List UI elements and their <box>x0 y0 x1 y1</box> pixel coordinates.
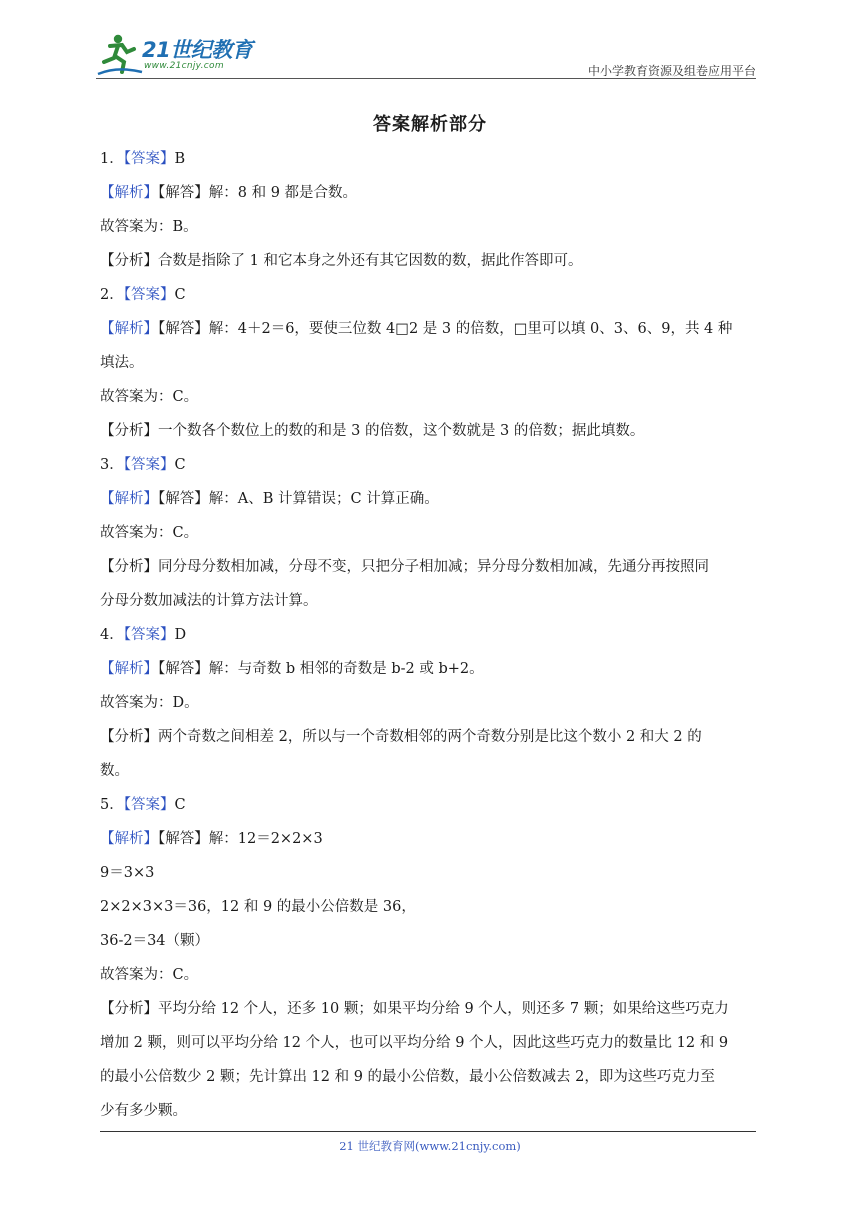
text-line <box>100 454 760 488</box>
line-text: 的最小公倍数少 2 颗；先计算出 12 和 9 的最小公倍数，最小公倍数减去 2，即为这些巧克力至 <box>100 1069 715 1085</box>
footer-divider <box>100 1131 756 1132</box>
line-text: 填法。 <box>100 355 144 371</box>
text-line <box>100 284 760 318</box>
line-text: 【分析】同分母分数相加减，分母不变，只把分子相加减；异分母分数相加减，先通分再按照同 <box>100 559 709 575</box>
text-line <box>100 590 760 624</box>
page-header <box>96 32 756 80</box>
line-text: 1． <box>100 151 124 167</box>
line-text: 2×2×3×3＝36，12 和 9 的最小公倍数是 36， <box>100 899 416 915</box>
text-line <box>100 964 760 998</box>
line-text: 【分析】两个奇数之间相差 2，所以与一个奇数相邻的两个奇数分别是比这个数小 2 和大 2 的 <box>100 729 702 745</box>
line-text: D <box>174 627 187 643</box>
line-text: 4． <box>100 627 124 643</box>
text-line <box>100 828 760 862</box>
text-line <box>100 556 760 590</box>
line-text: 故答案为：C。 <box>100 967 199 983</box>
line-text: 故答案为：B。 <box>100 219 198 235</box>
text-line <box>100 318 760 352</box>
text-line <box>100 862 760 896</box>
logo-text: 21世纪教育 <box>142 38 253 62</box>
line-text: 故答案为：C。 <box>100 525 199 541</box>
text-line <box>100 998 760 1032</box>
line-text: 【分析】一个数各个数位上的数的和是 3 的倍数，这个数就是 3 的倍数；据此填数。 <box>100 423 645 439</box>
text-line <box>100 250 760 284</box>
text-line <box>100 1100 760 1134</box>
label-tag: 【解析】 <box>100 185 158 201</box>
text-line <box>100 726 760 760</box>
line-text: 3． <box>100 457 124 473</box>
text-line <box>100 420 760 454</box>
answer-content <box>100 148 760 1134</box>
line-text: 9＝3×3 <box>100 865 155 881</box>
line-text: 【解答】解：8 和 9 都是合数。 <box>158 185 358 201</box>
label-tag: 【解析】 <box>100 321 158 337</box>
label-tag: 【解析】 <box>100 831 158 847</box>
line-text: 【解答】解：4＋2＝6，要使三位数 4□2 是 3 的倍数，□里可以填 0、3、6、9，共 4 种 <box>158 321 733 337</box>
text-line <box>100 930 760 964</box>
text-line <box>100 148 760 182</box>
line-text: 故答案为：C。 <box>100 389 199 405</box>
line-text: C <box>174 457 186 473</box>
line-text: 少有多少颗。 <box>100 1103 187 1119</box>
label-tag: 【答案】 <box>123 627 175 643</box>
line-text: 故答案为：D。 <box>100 695 199 711</box>
label-tag: 【答案】 <box>123 797 175 813</box>
label-tag: 【解析】 <box>100 491 158 507</box>
line-text: 分母分数加减法的计算方法计算。 <box>100 593 318 609</box>
page-footer: 21 世纪教育网(www.21cnjy.com) <box>339 1139 521 1153</box>
page-title: 答案解析部分 <box>373 114 487 135</box>
text-line <box>100 896 760 930</box>
text-line <box>100 488 760 522</box>
line-text: 【分析】合数是指除了 1 和它本身之外还有其它因数的数，据此作答即可。 <box>100 253 583 269</box>
label-tag: 【答案】 <box>123 287 175 303</box>
line-text: C <box>174 797 186 813</box>
text-line <box>100 794 760 828</box>
line-text: 增加 2 颗，则可以平均分给 12 个人，也可以平均分给 9 个人，因此这些巧克力的数量比 12 和 9 <box>100 1035 729 1051</box>
text-line <box>100 182 760 216</box>
text-line <box>100 216 760 250</box>
text-line <box>100 386 760 420</box>
text-line <box>100 624 760 658</box>
logo-url: www.21cnjy.com <box>144 61 224 71</box>
runner-logo-icon <box>96 32 146 78</box>
text-line <box>100 692 760 726</box>
line-text: 2． <box>100 287 124 303</box>
line-text: B <box>174 151 186 167</box>
line-text: 36-2＝34（颗） <box>100 933 210 949</box>
line-text: 【分析】平均分给 12 个人，还多 10 颗；如果平均分给 9 个人，则还多 7 颗；如果给这些巧克力 <box>100 1001 729 1017</box>
site-logo <box>96 32 266 78</box>
line-text: 数。 <box>100 763 129 779</box>
text-line <box>100 1032 760 1066</box>
line-text: 【解答】解：与奇数 b 相邻的奇数是 b-2 或 b+2。 <box>158 661 484 677</box>
line-text: C <box>174 287 186 303</box>
label-tag: 【答案】 <box>123 457 175 473</box>
label-tag: 【解析】 <box>100 661 158 677</box>
line-text: 【解答】解：12＝2×2×3 <box>158 831 323 847</box>
line-text: 5． <box>100 797 124 813</box>
text-line <box>100 522 760 556</box>
text-line <box>100 760 760 794</box>
text-line <box>100 1066 760 1100</box>
header-platform-name: 中小学教育资源及组卷应用平台 <box>587 64 756 78</box>
label-tag: 【答案】 <box>123 151 175 167</box>
line-text: 【解答】解：A、B 计算错误；C 计算正确。 <box>158 491 439 507</box>
header-divider <box>96 78 756 79</box>
text-line <box>100 352 760 386</box>
text-line <box>100 658 760 692</box>
